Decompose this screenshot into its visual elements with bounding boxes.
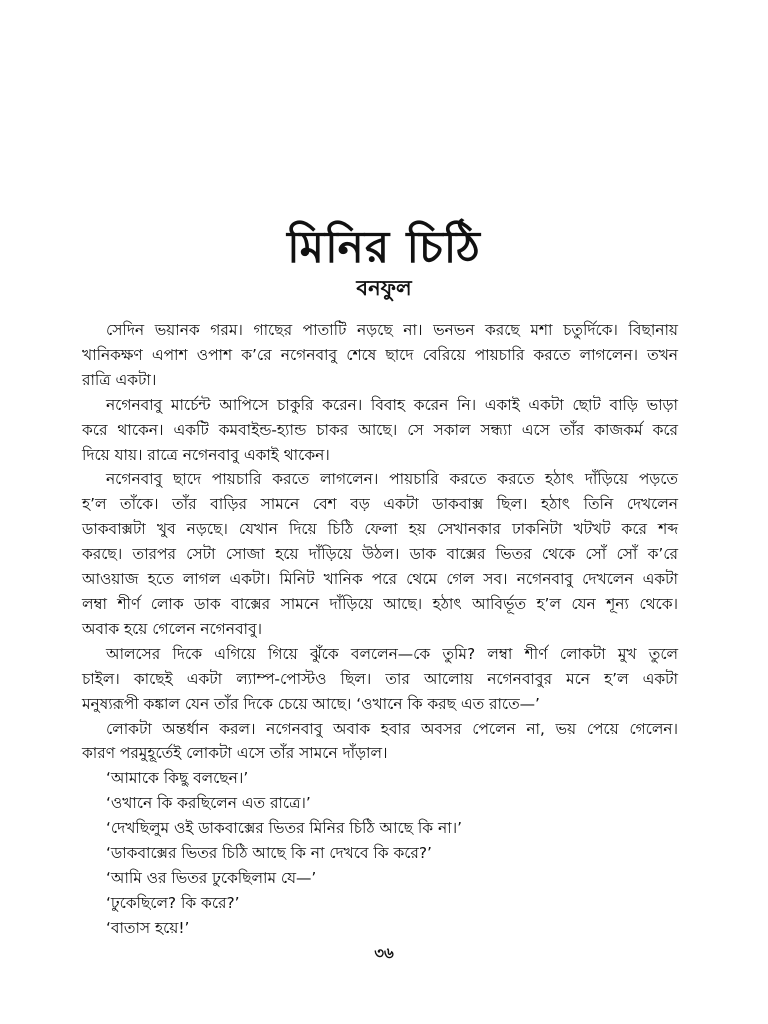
text-line: আলসের দিকে এগিয়ে গিয়ে ঝুঁকে বললেন—কে তুমি? লম্বা শীর্ণ লোকটা মুখ তুলে (106, 644, 678, 663)
page-number: ৩৬ (374, 944, 394, 962)
story-body (82, 318, 678, 941)
text-line: ‘আমাকে কিছু বলছেন।’ (106, 769, 249, 788)
paragraph (82, 467, 678, 641)
text-line: অবাক হয়ে গেলেন নগেনবাবু। (82, 619, 263, 638)
text-line: ‘ডাকবাক্সের ভিতর চিঠি আছে কি না দেখবে কি করে?’ (106, 844, 432, 863)
text-line: চাইল। কাছেই একটা ল্যাম্প-পোস্টও ছিল। তার আলোয় নগেনবাবুর মনে হ’ল একটা (82, 669, 678, 688)
paragraph (82, 642, 678, 717)
paragraph (82, 318, 678, 393)
text-line: কারণ পরমুহূর্তেই লোকটা এসে তাঁর সামনে দাঁড়াল। (82, 744, 388, 763)
paragraph (82, 393, 678, 468)
text-line: ‘বাতাস হয়ে!’ (106, 918, 190, 937)
text-line: রাত্রি একটা। (82, 370, 157, 389)
story-title: মিনির চিঠি (287, 222, 481, 273)
text-line: ‘ঢুকেছিলে? কি করে?’ (106, 893, 240, 912)
author-name: বনফুল (356, 276, 412, 300)
text-line: আওয়াজ হতে লাগল একটা। মিনিট খানিক পরে থেমে গেল সব। নগেনবাবু দেখলেন একটা (82, 570, 678, 589)
text-line: করে থাকেন। একটি কমবাইন্ড-হ্যান্ড চাকর আছে। সে সকাল সন্ধ্যা এসে তাঁর কাজকর্ম করে (82, 420, 678, 439)
paragraph (82, 891, 678, 916)
text-line: খানিকক্ষণ এপাশ ওপাশ ক’রে নগেনবাবু শেষে ছাদে বেরিয়ে পায়চারি করতে লাগলেন। তখন (82, 345, 678, 364)
text-line: লোকটা অন্তর্ধান করল। নগেনবাবু অবাক হবার অবসর পেলেন না, ভয় পেয়ে গেলেন। (106, 719, 678, 738)
paragraph (82, 791, 678, 816)
text-line: লম্বা শীর্ণ লোক ডাক বাক্সের সামনে দাঁড়িয়ে আছে। হঠাৎ আবির্ভূত হ’ল যেন শূন্য থেকে। (82, 594, 678, 613)
paragraph (82, 816, 678, 841)
text-line: দিয়ে যায়। রাত্রে নগেনবাবু একাই থাকেন। (82, 445, 330, 464)
text-line: মনুষ্যরূপী কঙ্কাল যেন তাঁর দিকে চেয়ে আছে। ‘ওখানে কি করছ এত রাতে—’ (82, 694, 540, 713)
text-line: ডাকবাক্সটা খুব নড়ছে। যেখান দিয়ে চিঠি ফেলা হয় সেখানকার ঢাকনিটা খটখট করে শব্দ (82, 520, 678, 539)
text-line: নগেনবাবু মার্চেন্ট আপিসে চাকুরি করেন। বিবাহ করেন নি। একাই একটা ছোট বাড়ি ভাড়া (106, 395, 678, 414)
text-line: সেদিন ভয়ানক গরম। গাছের পাতাটি নড়ছে না। ভনভন করছে মশা চতুর্দিকে। বিছানায় (106, 321, 678, 339)
paragraph (82, 766, 678, 791)
text-line: ‘ওখানে কি করছিলেন এত রাত্রে।’ (106, 794, 311, 813)
text-line: নগেনবাবু ছাদে পায়চারি করতে লাগলেন। পায়চারি করতে করতে হঠাৎ দাঁড়িয়ে পড়তে (106, 470, 678, 489)
paragraph (82, 866, 678, 891)
text-line: করছে। তারপর সেটা সোজা হয়ে দাঁড়িয়ে উঠল। ডাক বাক্সের ভিতর থেকে সোঁ সোঁ ক’রে (82, 545, 678, 564)
paragraph (82, 916, 678, 941)
paragraph (82, 841, 678, 866)
paragraph (82, 717, 678, 767)
text-line: হ’ল তাঁকে। তাঁর বাড়ির সামনে বেশ বড় একটা ডাকবাক্স ছিল। হঠাৎ তিনি দেখলেন (82, 495, 678, 514)
text-line: ‘আমি ওর ভিতর ঢুকেছিলাম যে—’ (106, 868, 317, 887)
text-line: ‘দেখছিলুম ওই ডাকবাক্সের ভিতর মিনির চিঠি আছে কি না।’ (106, 819, 462, 838)
